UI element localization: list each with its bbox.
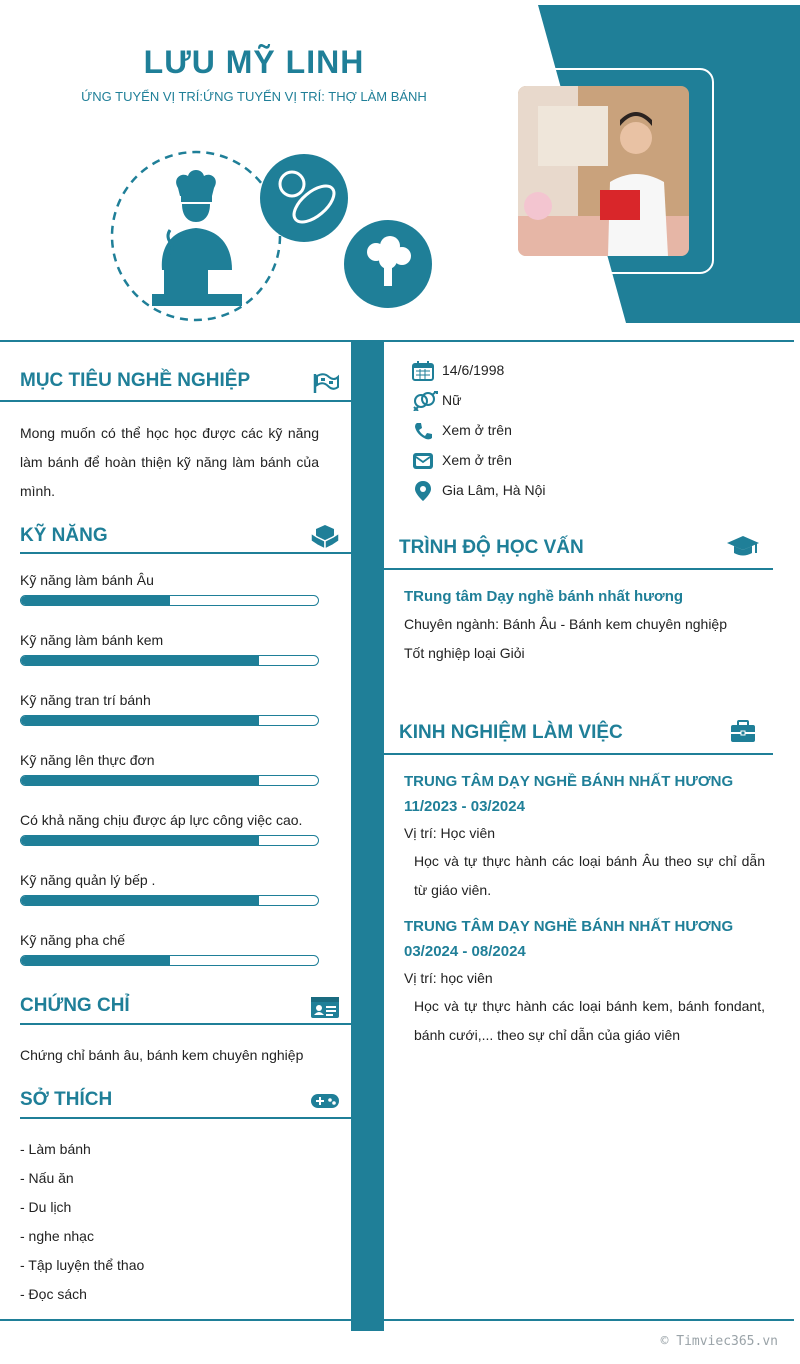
candidate-name: LƯU MỸ LINH <box>143 44 365 80</box>
experience-role: Vị trí: học viên <box>404 970 493 986</box>
calendar-icon <box>412 361 434 381</box>
cubes-icon <box>310 524 340 550</box>
certificates-text: Chứng chỉ bánh âu, bánh kem chuyên nghiệp <box>20 1047 304 1063</box>
hobby-item: - Làm bánh <box>20 1141 91 1157</box>
broccoli-icon <box>344 220 432 308</box>
experience-divider <box>384 753 773 755</box>
applied-position: ỨNG TUYỂN VỊ TRÍ:ỨNG TUYỂN VỊ TRÍ: THỢ LÀM BÁNH <box>81 89 427 104</box>
experience-period: 11/2023 - 03/2024 <box>404 798 525 815</box>
address-value: Gia Lâm, Hà Nội <box>442 482 546 498</box>
phone-value: Xem ở trên <box>442 422 512 438</box>
skill-bar <box>20 835 319 846</box>
skill-bar <box>20 895 319 906</box>
hobby-item: - Tập luyện thể thao <box>20 1257 145 1273</box>
objective-text: Mong muốn có thể học học được các kỹ năng làm bánh để hoàn thiện kỹ năng làm bánh của mình. <box>20 425 319 499</box>
objective-title: MỤC TIÊU NGHỀ NGHIỆP <box>20 370 251 391</box>
left-bottom-divider <box>0 1319 351 1321</box>
experience-company: TRUNG TÂM DẠY NGHỀ BÁNH NHẤT HƯƠNG <box>404 918 734 935</box>
hobby-item: - nghe nhạc <box>20 1228 94 1244</box>
skill-bar <box>20 715 319 726</box>
vegetables-icon <box>260 154 348 242</box>
skill-label: Kỹ năng làm bánh kem <box>20 632 164 648</box>
email-icon <box>412 451 434 471</box>
skill-bar <box>20 595 319 606</box>
graduation-cap-icon <box>726 534 760 558</box>
cv-header <box>0 0 800 340</box>
skill-fill <box>21 896 259 905</box>
birthday-value: 14/6/1998 <box>442 362 505 378</box>
skill-fill <box>21 596 170 605</box>
right-bottom-divider <box>384 1319 794 1321</box>
skill-fill <box>21 956 170 965</box>
experience-company: TRUNG TÂM DẠY NGHỀ BÁNH NHẤT HƯƠNG <box>404 773 734 790</box>
skill-label: Kỹ năng tran trí bánh <box>20 692 151 708</box>
hobbies-divider <box>20 1117 351 1119</box>
skill-bar <box>20 955 319 966</box>
chef-illustration <box>106 150 436 330</box>
skills-title: KỸ NĂNG <box>20 525 108 546</box>
skill-label: Kỹ năng quản lý bếp . <box>20 872 156 888</box>
education-title: TRÌNH ĐỘ HỌC VẤN <box>399 537 584 558</box>
skill-fill <box>21 776 259 785</box>
flag-icon <box>312 372 340 394</box>
location-pin-icon <box>412 481 434 501</box>
id-card-icon <box>310 996 340 1020</box>
header-divider <box>0 340 794 342</box>
chef-icon <box>152 170 242 306</box>
gender-icon <box>412 391 438 411</box>
phone-icon <box>412 421 434 441</box>
footer-watermark: © Timviec365.vn <box>660 1334 778 1349</box>
email-value: Xem ở trên <box>442 452 512 468</box>
skill-fill <box>21 656 259 665</box>
objective-divider <box>0 400 351 402</box>
skill-bar <box>20 775 319 786</box>
certificates-title: CHỨNG CHỈ <box>20 995 130 1016</box>
skills-divider <box>20 552 351 554</box>
skill-fill <box>21 836 259 845</box>
hobby-item: - Du lịch <box>20 1199 72 1215</box>
skill-label: Có khả năng chịu được áp lực công việc cao. <box>20 812 303 828</box>
hobby-item: - Đọc sách <box>20 1286 87 1302</box>
education-major: Chuyên ngành: Bánh Âu - Bánh kem chuyên nghiệp <box>404 616 728 632</box>
briefcase-icon <box>730 720 756 744</box>
certificates-divider <box>20 1023 351 1025</box>
hobbies-title: SỞ THÍCH <box>20 1089 113 1110</box>
gender-value: Nữ <box>442 392 462 408</box>
experience-description: Học và tự thực hành các loại bánh kem, bánh fondant, bánh cưới,... theo sự chỉ dẫn của giáo viên <box>414 998 765 1043</box>
education-divider <box>384 568 773 570</box>
gamepad-icon <box>310 1092 340 1110</box>
skill-bar <box>20 655 319 666</box>
experience-title: KINH NGHIỆM LÀM VIỆC <box>399 722 623 743</box>
education-school: TRung tâm Dạy nghề bánh nhất hương <box>404 588 684 605</box>
center-column-bar <box>351 341 384 1331</box>
education-result: Tốt nghiệp loại Giỏi <box>404 645 525 661</box>
skill-fill <box>21 716 259 725</box>
hobby-item: - Nấu ăn <box>20 1170 74 1186</box>
skill-label: Kỹ năng pha chế <box>20 932 126 948</box>
skill-label: Kỹ năng lên thực đơn <box>20 752 155 768</box>
skill-label: Kỹ năng làm bánh Âu <box>20 572 154 588</box>
experience-period: 03/2024 - 08/2024 <box>404 943 526 960</box>
profile-photo <box>518 86 689 256</box>
experience-description: Học và tự thực hành các loại bánh Âu theo sự chỉ dẫn từ giáo viên. <box>414 853 765 898</box>
experience-role: Vị trí: Học viên <box>404 825 496 841</box>
